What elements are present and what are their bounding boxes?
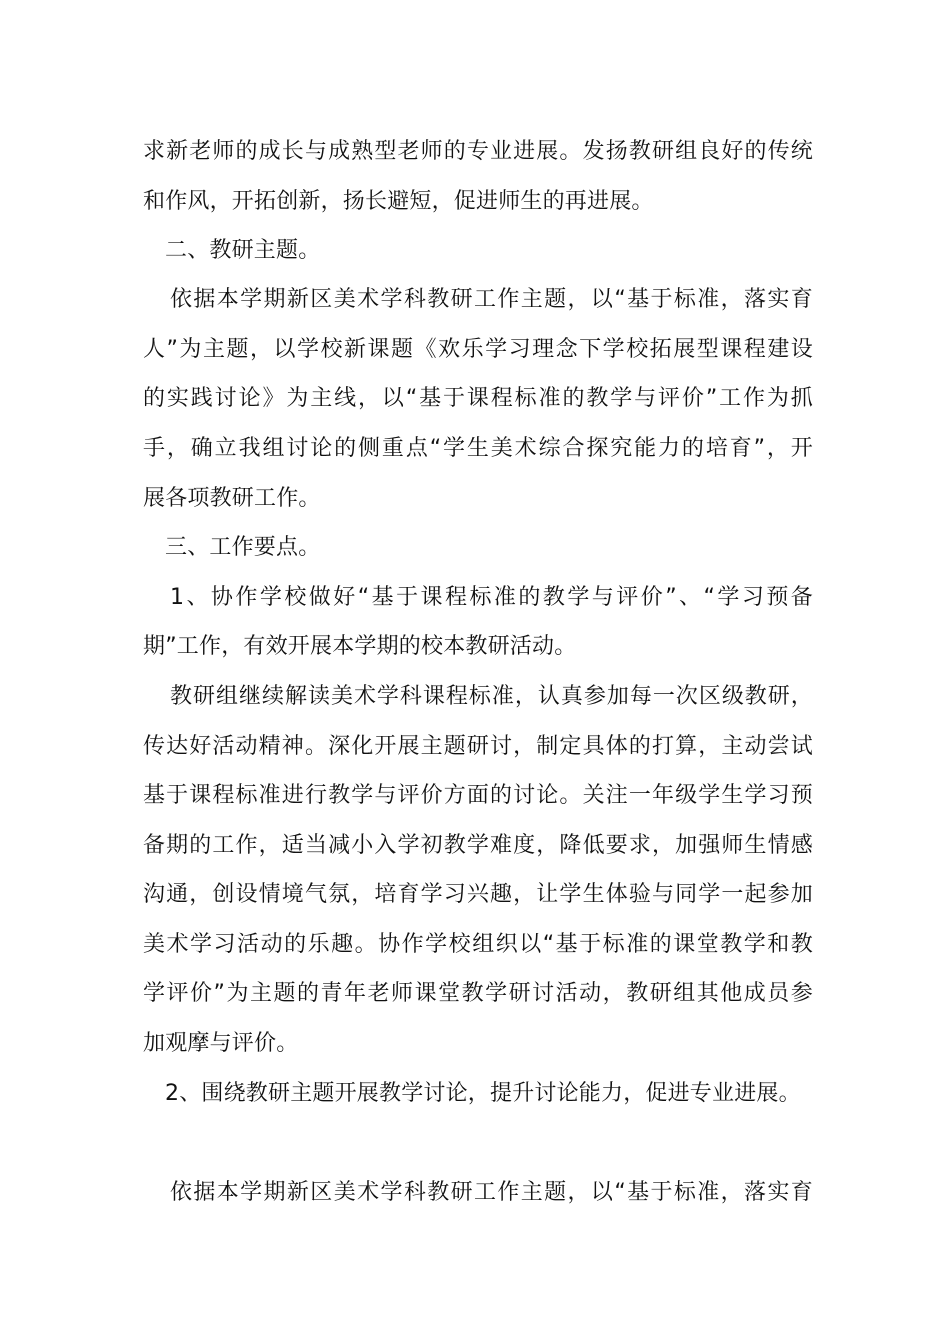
text-line-20: 2、围绕教研主题开展教学讨论，提升讨论能力，促进专业进展。 bbox=[165, 1081, 801, 1106]
text-line-8: 展各项教研工作。 bbox=[143, 486, 321, 511]
text-line-15: 备期的工作，适当减小入学初教学难度，降低要求，加强师生情感 bbox=[143, 833, 813, 858]
text-line-21: 依据本学期新区美术学科教研工作主题，以“基于标准，落实育 bbox=[170, 1180, 813, 1205]
text-line-14: 基于课程标准进行教学与评价方面的讨论。关注一年级学生学习预 bbox=[143, 783, 813, 808]
text-line-1: 求新老师的成长与成熟型老师的专业进展。发扬教研组良好的传统 bbox=[143, 139, 813, 164]
text-line-16: 沟通，创设情境气氛，培育学习兴趣，让学生体验与同学一起参加 bbox=[143, 882, 813, 907]
text-line-18: 学评价”为主题的青年老师课堂教学研讨活动，教研组其他成员参 bbox=[143, 981, 813, 1006]
text-line-6: 的实践讨论》为主线，以“基于课程标准的教学与评价”工作为抓 bbox=[143, 386, 813, 411]
text-line-13: 传达好活动精神。深化开展主题研讨，制定具体的打算，主动尝试 bbox=[143, 734, 813, 759]
text-line-12: 教研组继续解读美术学科课程标准，认真参加每一次区级教研， bbox=[170, 684, 813, 709]
text-line-11: 期”工作，有效开展本学期的校本教研活动。 bbox=[143, 634, 577, 659]
section-heading-3: 三、工作要点。 bbox=[165, 535, 321, 560]
text-line-19: 加观摩与评价。 bbox=[143, 1031, 299, 1056]
text-line-2: 和作风，开拓创新，扬长避短，促进师生的再进展。 bbox=[143, 189, 654, 214]
text-line-17: 美术学习活动的乐趣。协作学校组织以“基于标准的课堂教学和教 bbox=[143, 932, 813, 957]
text-line-4: 依据本学期新区美术学科教研工作主题，以“基于标准，落实育 bbox=[170, 287, 813, 312]
text-line-10: 1、协作学校做好“基于课程标准的教学与评价”、“学习预备 bbox=[170, 585, 813, 610]
text-line-5: 人”为主题，以学校新课题《欢乐学习理念下学校拓展型课程建设 bbox=[143, 337, 813, 362]
text-line-7: 手，确立我组讨论的侧重点“学生美术综合探究能力的培育”，开 bbox=[143, 436, 813, 461]
section-heading-2: 二、教研主题。 bbox=[165, 238, 321, 263]
